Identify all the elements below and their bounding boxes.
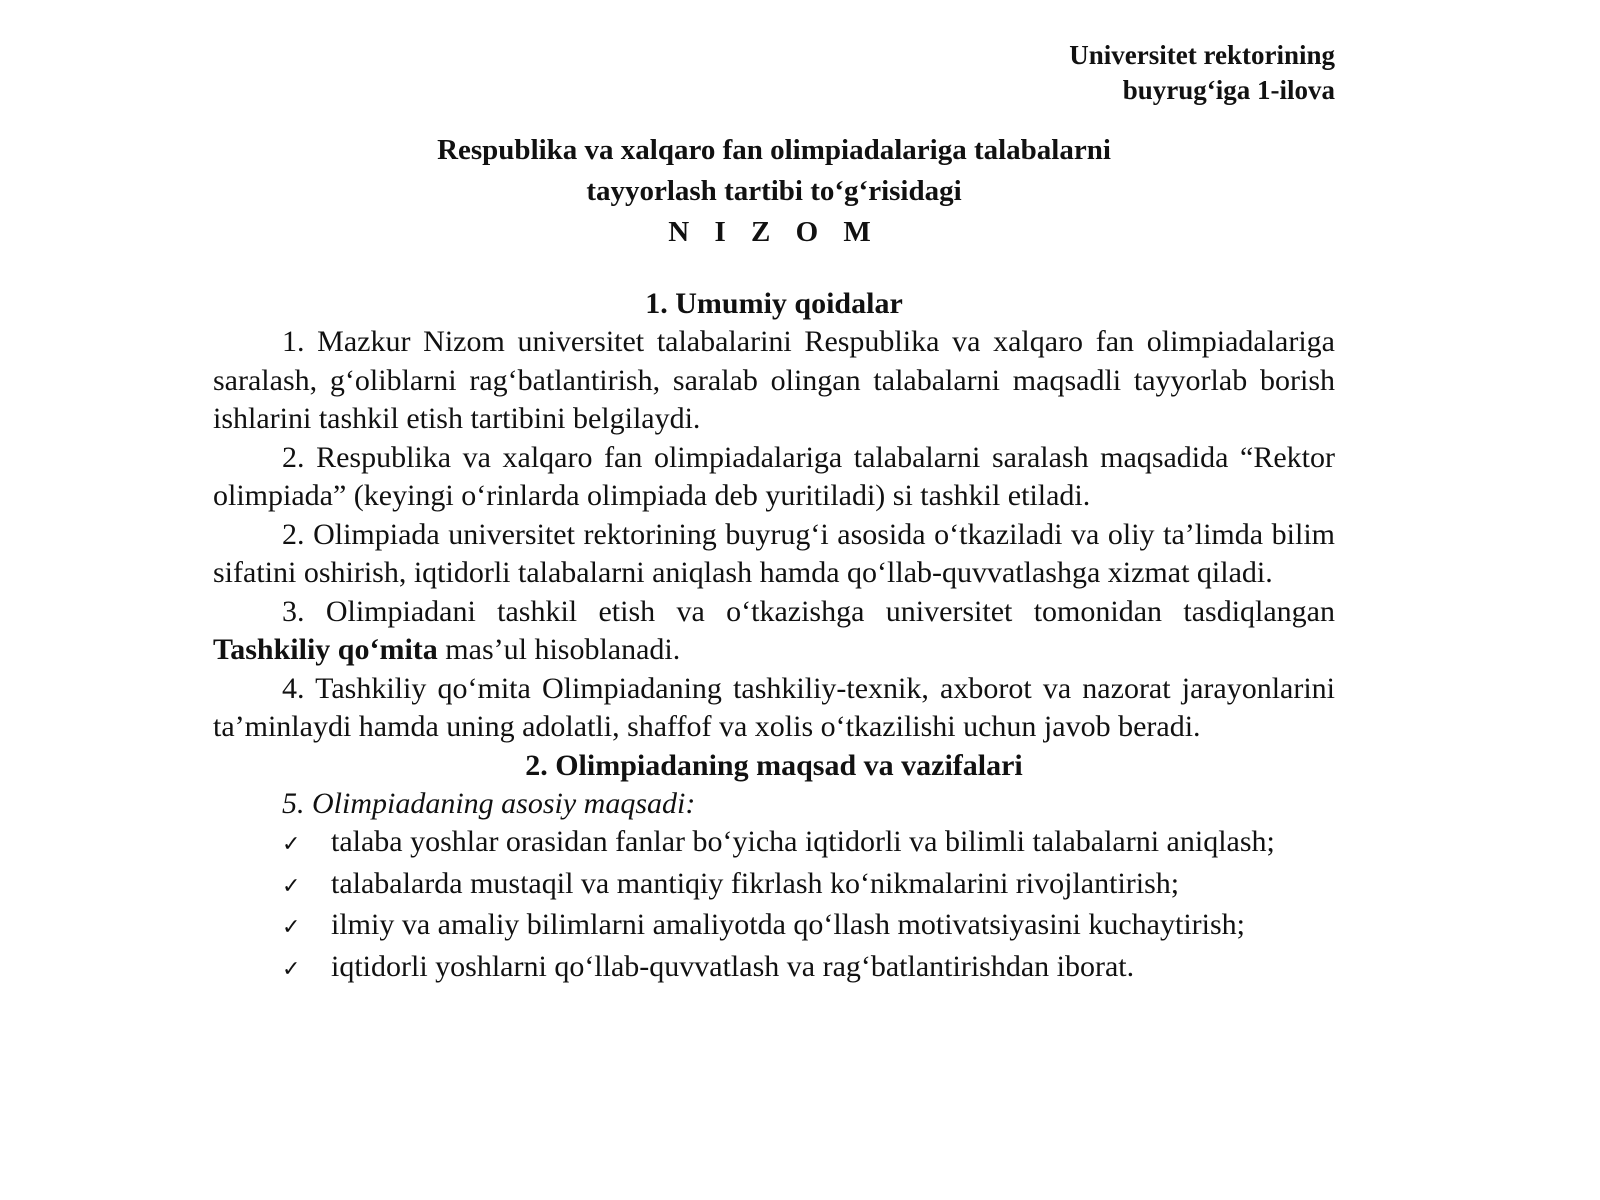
document-title: [213, 130, 1335, 253]
section-1-heading: 1. Umumiy qoidalar: [645, 287, 903, 320]
list-item-3: [213, 906, 1335, 948]
paragraph-5: 4. Tashkiliy qo‘mita Olimpiadaning tashkiliy-texnik, axborot va nazorat jarayonlarini ta’minlaydi hamda uning adolatli, shaffof va xolis o‘tkazilishi uchun javob beradi.: [213, 671, 1335, 743]
checkmark-icon: ✓: [282, 832, 301, 857]
paragraph-4-end: mas’ul hisoblanadi.: [437, 633, 681, 666]
paragraph-4-bold: Tashkiliy qo‘mita: [213, 633, 438, 666]
list-item-4-text: iqtidorli yoshlarni qo‘llab-quvvatlash va rag‘batlantirishdan iborat.: [331, 949, 1135, 983]
paragraph-4-start: 3. Olimpiadani tashkil etish va o‘tkazishga universitet tomonidan tasdiqlangan: [282, 594, 1335, 628]
paragraph-4: [213, 593, 1335, 670]
list-item-2-text: talabalarda mustaqil va mantiqiy fikrlash ko‘nikmalarini rivojlantirish;: [331, 866, 1180, 900]
annex-line-1: Universitet rektorining: [1069, 40, 1335, 70]
annex-note: [213, 38, 1335, 108]
title-line-1: Respublika va xalqaro fan olimpiadalariga talabalarni: [437, 134, 1111, 166]
paragraph-6: 5. Olimpiadaning asosiy maqsadi:: [282, 786, 696, 820]
list-item-4: [213, 948, 1335, 990]
section-2-heading: 2. Olimpiadaning maqsad va vazifalari: [525, 748, 1023, 782]
annex-line-2: buyrug‘iga 1-ilova: [1122, 75, 1335, 105]
paragraph-1: 1. Mazkur Nizom universitet talabalarini Respublika va xalqaro fan olimpiadalariga saralash, g‘oliblarni rag‘batlantirish, saralab olingan talabalarni maqsadli tayyorlab borish ishlarini tashkil etish tartibini belgilaydi.: [213, 325, 1335, 435]
list-item-2: [213, 865, 1335, 907]
checkmark-icon: ✓: [282, 915, 301, 940]
title-line-2: tayyorlash tartibi to‘g‘risidagi: [586, 175, 962, 207]
paragraph-3: 2. Olimpiada universitet rektorining buyrug‘i asosida o‘tkaziladi va oliy ta’limda bilim sifatini oshirish, iqtidorli talabalarni aniqlash hamda qo‘llab-quvvatlashga xizmat qiladi.: [213, 517, 1335, 589]
checkmark-icon: ✓: [282, 956, 301, 982]
list-item-1: [213, 823, 1335, 865]
title-line-3: N I Z O M: [668, 216, 880, 248]
document-page: [213, 38, 1335, 989]
list-item-1-text: talaba yoshlar orasidan fanlar bo‘yicha iqtidorli va bilimli talabalarni aniqlash;: [331, 825, 1275, 858]
list-item-3-text: ilmiy va amaliy bilimlarni amaliyotda qo‘llash motivatsiyasini kuchaytirish;: [331, 908, 1246, 941]
checkmark-icon: ✓: [282, 873, 301, 899]
paragraph-2: 2. Respublika va xalqaro fan olimpiadalariga talabalarni saralash maqsadida “Rektor olimpiada” (keyingi o‘rinlarda olimpiada deb yuritiladi) si tashkil etiladi.: [213, 440, 1335, 512]
